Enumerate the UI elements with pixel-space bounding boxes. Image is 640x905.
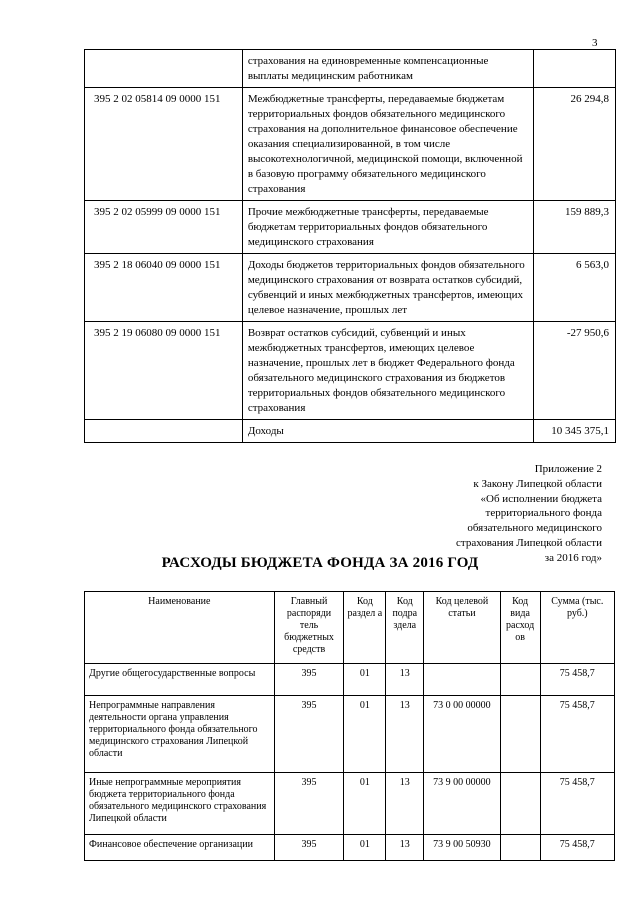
appendix-line: территориального фонда (485, 507, 602, 520)
table-row (85, 254, 616, 322)
sum-cell: 75 458,7 (540, 696, 614, 773)
expense-name-cell: Иные непрограммные мероприятия бюджета территориального фонда обязательного медицинского страхования Липецкой области (85, 773, 275, 835)
target-cell (424, 664, 500, 696)
income-sum-cell: -27 950,6 (534, 322, 616, 420)
header-name: Наименование (85, 592, 275, 664)
income-name-cell: Прочие межбюджетные трансферты, передаваемые бюджетам территориальных фондов обязательного медицинского страхования (242, 201, 533, 254)
target-cell: 73 9 00 00000 (424, 773, 500, 835)
appendix-line: к Закону Липецкой области (473, 477, 602, 490)
grbs-cell: 395 (274, 773, 344, 835)
income-sum-cell: 159 889,3 (534, 201, 616, 254)
sum-cell: 75 458,7 (540, 835, 614, 861)
budget-code-cell: 395 2 02 05999 09 0000 151 (85, 201, 243, 254)
subsection-cell: 13 (386, 664, 424, 696)
section-cell: 01 (344, 773, 386, 835)
page-number: 3 (592, 37, 598, 49)
income-sum-cell: 26 294,8 (534, 88, 616, 201)
table-row (85, 664, 615, 696)
budget-code-cell (85, 420, 243, 443)
header-kind: Код вида расход ов (500, 592, 540, 664)
income-name-cell: Возврат остатков субсидий, субвенций и иных межбюджетных трансфертов, имеющих целевое назначение, прошлых лет в бюджет Федерального фонда обязательного медицинского страхования из бюджетов территориальных фондов обязательного медицинского страхования (242, 322, 533, 420)
subsection-cell: 13 (386, 835, 424, 861)
income-name-cell: Доходы бюджетов территориальных фондов обязательного медицинского страхования от возврата остатков субсидий, субвенций и иных межбюджетных трансфертов, имеющих целевое назначение, прошлых лет (242, 254, 533, 322)
budget-code-cell (85, 50, 243, 88)
header-target: Код целевой статьи (424, 592, 500, 664)
grbs-cell: 395 (274, 696, 344, 773)
expense-table (84, 591, 615, 861)
section-cell: 01 (344, 835, 386, 861)
expense-name-cell: Финансовое обеспечение организации (85, 835, 275, 861)
grbs-cell: 395 (274, 835, 344, 861)
table-row (85, 835, 615, 861)
income-name-cell: страхования на единовременные компенсационные выплаты медицинским работникам (242, 50, 533, 88)
sum-cell: 75 458,7 (540, 773, 614, 835)
kind-cell (500, 773, 540, 835)
header-sum: Сумма (тыс. руб.) (540, 592, 614, 664)
header-section: Код раздел а (344, 592, 386, 664)
kind-cell (500, 835, 540, 861)
table-row (85, 322, 616, 420)
table-row (85, 773, 615, 835)
table-row (85, 201, 616, 254)
income-table (84, 49, 616, 443)
appendix-line: «Об исполнении бюджета (480, 492, 602, 505)
table-row (85, 696, 615, 773)
target-cell: 73 0 00 00000 (424, 696, 500, 773)
appendix-line: обязательного медицинского (467, 522, 602, 535)
kind-cell (500, 696, 540, 773)
section-cell: 01 (344, 696, 386, 773)
income-total-sum: 10 345 375,1 (534, 420, 616, 443)
budget-code-cell: 395 2 02 05814 09 0000 151 (85, 88, 243, 201)
grbs-cell: 395 (274, 664, 344, 696)
target-cell: 73 9 00 50930 (424, 835, 500, 861)
sum-cell: 75 458,7 (540, 664, 614, 696)
appendix-line: страхования Липецкой области (456, 536, 602, 549)
table-header-row (85, 592, 615, 664)
appendix-reference (456, 462, 602, 566)
table-row (85, 88, 616, 201)
table-row-total (85, 420, 616, 443)
income-sum-cell: 6 563,0 (534, 254, 616, 322)
appendix-line: за 2016 год» (544, 551, 602, 564)
expense-name-cell: Непрограммные направления деятельности органа управления территориального фонда обязательного медицинского страхования Липецкой области (85, 696, 275, 773)
subsection-cell: 13 (386, 773, 424, 835)
header-subsection: Код подра здела (386, 592, 424, 664)
table-row (85, 50, 616, 88)
header-grbs: Главный распоряди тель бюджетных средств (274, 592, 344, 664)
document-title: РАСХОДЫ БЮДЖЕТА ФОНДА ЗА 2016 ГОД (161, 555, 479, 571)
budget-code-cell: 395 2 18 06040 09 0000 151 (85, 254, 243, 322)
section-cell: 01 (344, 664, 386, 696)
budget-code-cell: 395 2 19 06080 09 0000 151 (85, 322, 243, 420)
income-sum-cell (534, 50, 616, 88)
income-name-cell: Межбюджетные трансферты, передаваемые бюджетам территориальных фондов обязательного медицинского страхования на дополнительное финансовое обеспечение оказания специализированной, в том числе высокотехнологичной, медицинской помощи, включенной в базовую программу обязательного медицинского страхования (242, 88, 533, 201)
kind-cell (500, 664, 540, 696)
appendix-line: Приложение 2 (534, 463, 602, 475)
income-total-label: Доходы (242, 420, 533, 443)
expense-name-cell: Другие общегосударственные вопросы (85, 664, 275, 696)
subsection-cell: 13 (386, 696, 424, 773)
